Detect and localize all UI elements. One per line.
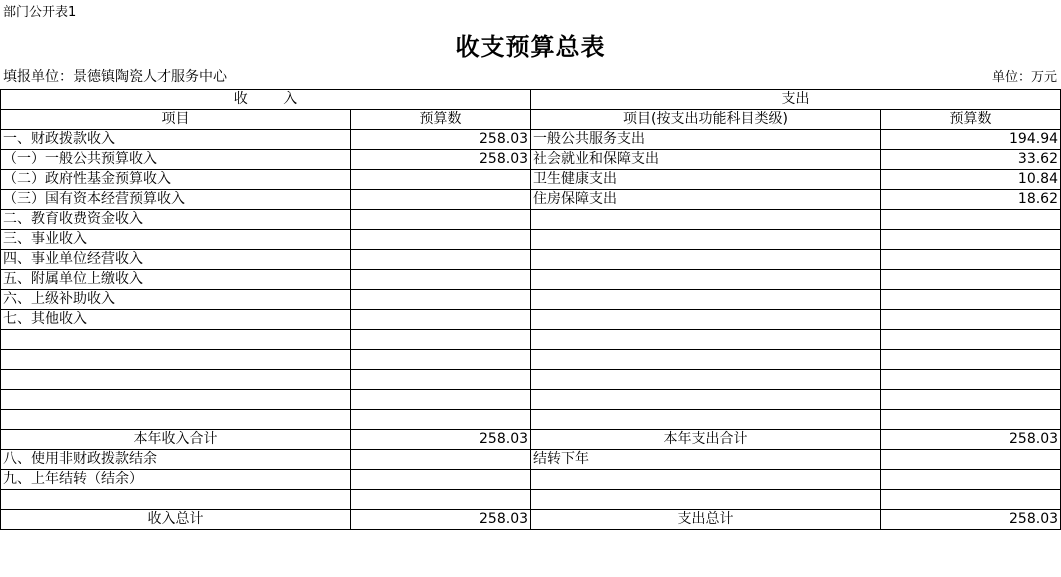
expense-amount-cell (881, 290, 1061, 310)
expense-amount-cell (881, 210, 1061, 230)
expense-amount-cell (881, 370, 1061, 390)
income-total-label: 收入总计 (1, 510, 351, 530)
income-amount-cell (351, 470, 531, 490)
expense-item-cell (531, 330, 881, 350)
income-item-cell: 九、上年结转（结余） (1, 470, 351, 490)
expense-group-header: 支出 (531, 90, 1061, 110)
income-amount-cell (351, 210, 531, 230)
income-item-cell (1, 390, 351, 410)
expense-item-cell (531, 290, 881, 310)
table-row (1, 410, 1061, 430)
income-amount-cell (351, 490, 531, 510)
income-amount-cell (351, 290, 531, 310)
expense-item-cell: 结转下年 (531, 450, 881, 470)
expense-item-header: 项目(按支出功能科目类级) (531, 110, 881, 130)
income-amount-header: 预算数 (351, 110, 531, 130)
table-row (1, 150, 1061, 170)
income-item-header: 项目 (1, 110, 351, 130)
table-row (1, 270, 1061, 290)
expense-amount-cell (881, 270, 1061, 290)
expense-item-cell (531, 490, 881, 510)
expense-item-cell (531, 350, 881, 370)
income-amount-cell (351, 170, 531, 190)
document-code: 部门公开表1 (3, 5, 77, 20)
group-header-row (1, 90, 1061, 110)
reporting-unit: 填报单位：景德镇陶瓷人才服务中心 (3, 69, 227, 85)
expense-item-cell: 社会就业和保障支出 (531, 150, 881, 170)
expense-item-cell (531, 310, 881, 330)
expense-amount-cell (881, 450, 1061, 470)
income-amount-cell (351, 310, 531, 330)
carry-row (1, 450, 1061, 470)
income-item-cell (1, 330, 351, 350)
income-item-cell (1, 370, 351, 390)
income-item-cell (1, 350, 351, 370)
expense-total-label: 本年支出合计 (531, 430, 881, 450)
table-row (1, 390, 1061, 410)
income-item-cell (1, 490, 351, 510)
expense-item-cell (531, 210, 881, 230)
expense-amount-cell (881, 490, 1061, 510)
income-item-cell: 三、事业收入 (1, 230, 351, 250)
income-item-cell: （一）一般公共预算收入 (1, 150, 351, 170)
income-total-amount: 258.03 (351, 430, 531, 450)
income-item-cell (1, 410, 351, 430)
carry-row (1, 490, 1061, 510)
income-item-cell: 四、事业单位经营收入 (1, 250, 351, 270)
income-item-cell: 八、使用非财政拨款结余 (1, 450, 351, 470)
income-item-cell: 二、教育收费资金收入 (1, 210, 351, 230)
page-title: 收支预算总表 (455, 33, 606, 61)
income-amount-cell (351, 370, 531, 390)
expense-amount-cell (881, 230, 1061, 250)
income-item-cell: 七、其他收入 (1, 310, 351, 330)
income-amount-cell (351, 390, 531, 410)
income-total-amount: 258.03 (351, 510, 531, 530)
expense-amount-cell (881, 390, 1061, 410)
income-amount-cell (351, 250, 531, 270)
expense-amount-cell: 33.62 (881, 150, 1061, 170)
expense-item-cell (531, 270, 881, 290)
income-amount-cell: 258.03 (351, 150, 531, 170)
expense-item-cell (531, 370, 881, 390)
income-item-cell: 五、附属单位上缴收入 (1, 270, 351, 290)
currency-unit: 单位：万元 (991, 70, 1057, 85)
income-item-cell: （三）国有资本经营预算收入 (1, 190, 351, 210)
table-row (1, 190, 1061, 210)
expense-item-cell (531, 410, 881, 430)
income-item-cell: 六、上级补助收入 (1, 290, 351, 310)
expense-amount-cell (881, 350, 1061, 370)
income-item-cell: （二）政府性基金预算收入 (1, 170, 351, 190)
income-amount-cell (351, 350, 531, 370)
table-row (1, 170, 1061, 190)
year-total-row (1, 430, 1061, 450)
carry-row (1, 470, 1061, 490)
expense-item-cell (531, 250, 881, 270)
income-amount-cell (351, 190, 531, 210)
income-amount-cell (351, 410, 531, 430)
table-row (1, 250, 1061, 270)
table-row (1, 210, 1061, 230)
expense-amount-cell (881, 250, 1061, 270)
income-amount-cell (351, 230, 531, 250)
table-row (1, 350, 1061, 370)
income-amount-cell: 258.03 (351, 130, 531, 150)
income-amount-cell (351, 450, 531, 470)
column-header-row (1, 110, 1061, 130)
income-amount-cell (351, 270, 531, 290)
table-row (1, 330, 1061, 350)
expense-total-amount: 258.03 (881, 510, 1061, 530)
expense-item-cell: 一般公共服务支出 (531, 130, 881, 150)
expense-amount-cell (881, 470, 1061, 490)
expense-item-cell (531, 470, 881, 490)
table-row (1, 370, 1061, 390)
table-row (1, 230, 1061, 250)
grand-total-row (1, 510, 1061, 530)
expense-amount-cell (881, 410, 1061, 430)
income-total-label: 本年收入合计 (1, 430, 351, 450)
expense-item-cell: 卫生健康支出 (531, 170, 881, 190)
expense-amount-cell: 194.94 (881, 130, 1061, 150)
expense-item-cell: 住房保障支出 (531, 190, 881, 210)
expense-item-cell (531, 390, 881, 410)
income-group-header: 收 入 (1, 90, 531, 110)
table-row (1, 310, 1061, 330)
budget-summary-table (0, 89, 1061, 530)
expense-total-amount: 258.03 (881, 430, 1061, 450)
income-amount-cell (351, 330, 531, 350)
expense-amount-header: 预算数 (881, 110, 1061, 130)
expense-item-cell (531, 230, 881, 250)
expense-amount-cell (881, 310, 1061, 330)
expense-amount-cell: 10.84 (881, 170, 1061, 190)
expense-total-label: 支出总计 (531, 510, 881, 530)
income-item-cell: 一、财政拨款收入 (1, 130, 351, 150)
expense-amount-cell (881, 330, 1061, 350)
table-row (1, 130, 1061, 150)
expense-amount-cell: 18.62 (881, 190, 1061, 210)
table-row (1, 290, 1061, 310)
